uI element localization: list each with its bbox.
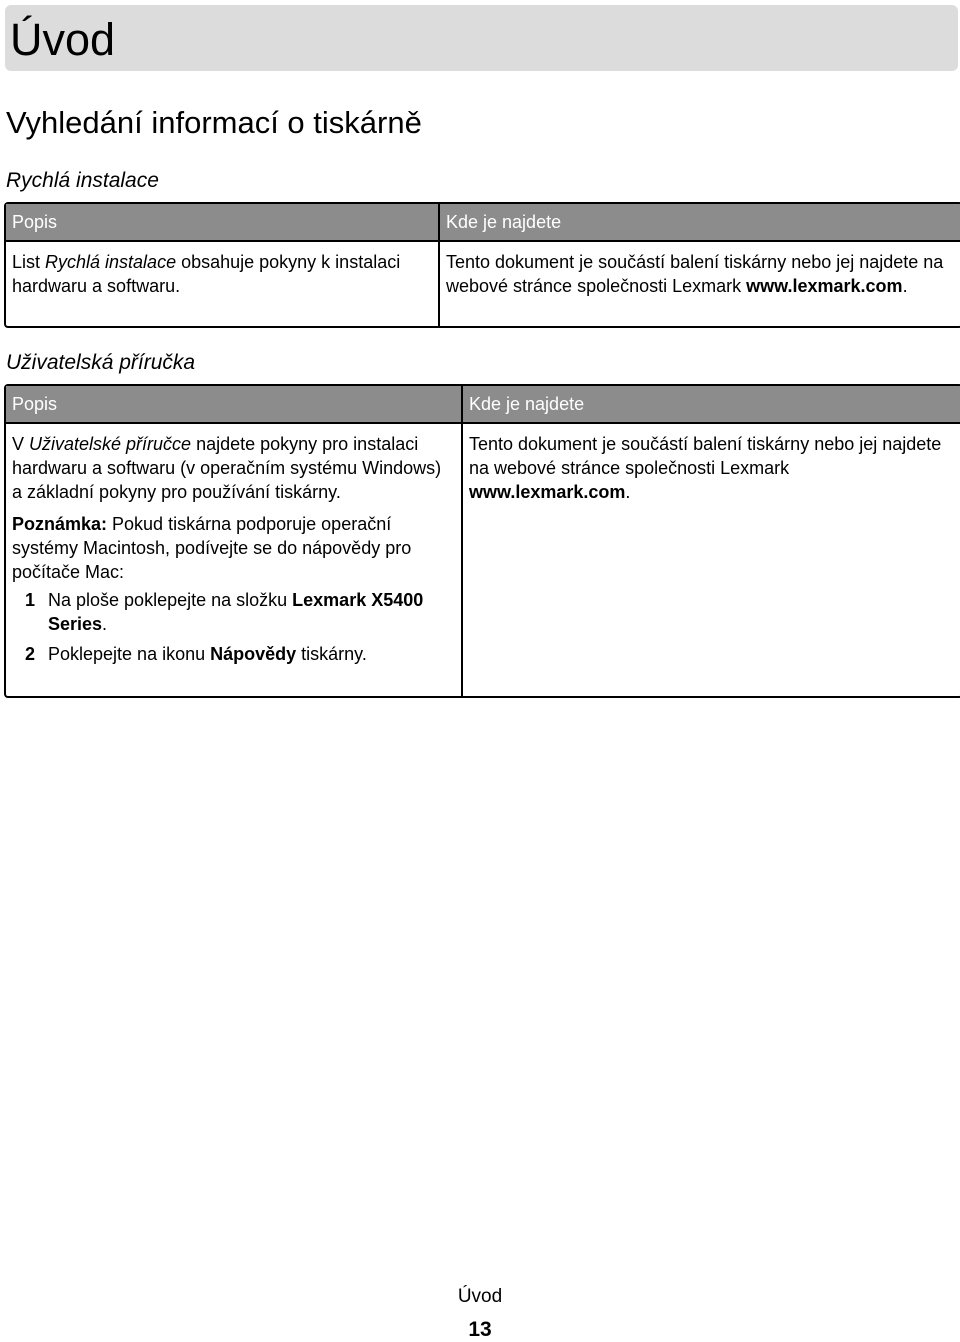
desc-suffix: obsahuje pokyny k instalaci hardwaru a softwaru. [12,252,401,296]
lexmark-link[interactable]: www.lexmark.com [469,482,626,502]
user-guide-table [4,384,960,698]
header-description: Popis [6,386,461,424]
step-text: Poklepejte na ikonu [48,644,211,664]
list-item [12,642,455,666]
step-bold: Lexmark X5400 Series [48,590,424,634]
lexmark-link[interactable]: www.lexmark.com [746,276,903,296]
doc-name: Rychlá instalace [45,252,177,272]
page-number: 13 [468,1318,492,1341]
desc-suffix: najdete pokyny pro instalaci hardwaru a softwaru (v operačním systému Windows) a základní pokyny pro používání tiskárny. [12,434,442,502]
footer-chapter-title: Úvod [457,1286,503,1307]
step-number: 1 [24,590,35,610]
desc-prefix: List [12,252,46,272]
header-description: Popis [6,204,438,242]
user-guide-description [6,424,461,696]
quick-setup-table [4,202,960,328]
quick-setup-where [438,242,960,326]
user-guide-title: Uživatelská příručka [6,351,196,374]
user-guide-where [461,424,960,696]
step-number: 2 [24,644,35,664]
desc-prefix: V [12,434,30,454]
where-text: Tento dokument je součástí balení tiskárny nebo jej najdete na webové stránce společnosti Lexmark [446,252,944,296]
header-where: Kde je najdete [438,204,960,242]
where-text: Tento dokument je součástí balení tiskárny nebo jej najdete na webové stránce společnosti Lexmark [469,434,942,478]
quick-setup-title: Rychlá instalace [6,169,159,192]
step-end: tiskárny. [296,644,367,664]
section-title: Vyhledání informací o tiskárně [6,105,422,140]
step-bold: Nápovědy [210,644,297,664]
where-end: . [625,482,631,502]
mac-steps [12,588,455,666]
header-where: Kde je najdete [461,386,960,424]
note-text: Pokud tiskárna podporuje operační systémy Macintosh, podívejte se do nápovědy pro počítače Mac: [12,514,412,582]
step-end: . [102,614,108,634]
doc-name: Uživatelské příručce [29,434,192,454]
quick-setup-description [6,242,438,326]
chapter-banner [5,5,958,71]
where-end: . [902,276,908,296]
list-item [12,588,455,636]
note-label: Poznámka: [12,514,108,534]
step-text: Na ploše poklepejte na složku [48,590,293,610]
chapter-title: Úvod [10,14,116,65]
